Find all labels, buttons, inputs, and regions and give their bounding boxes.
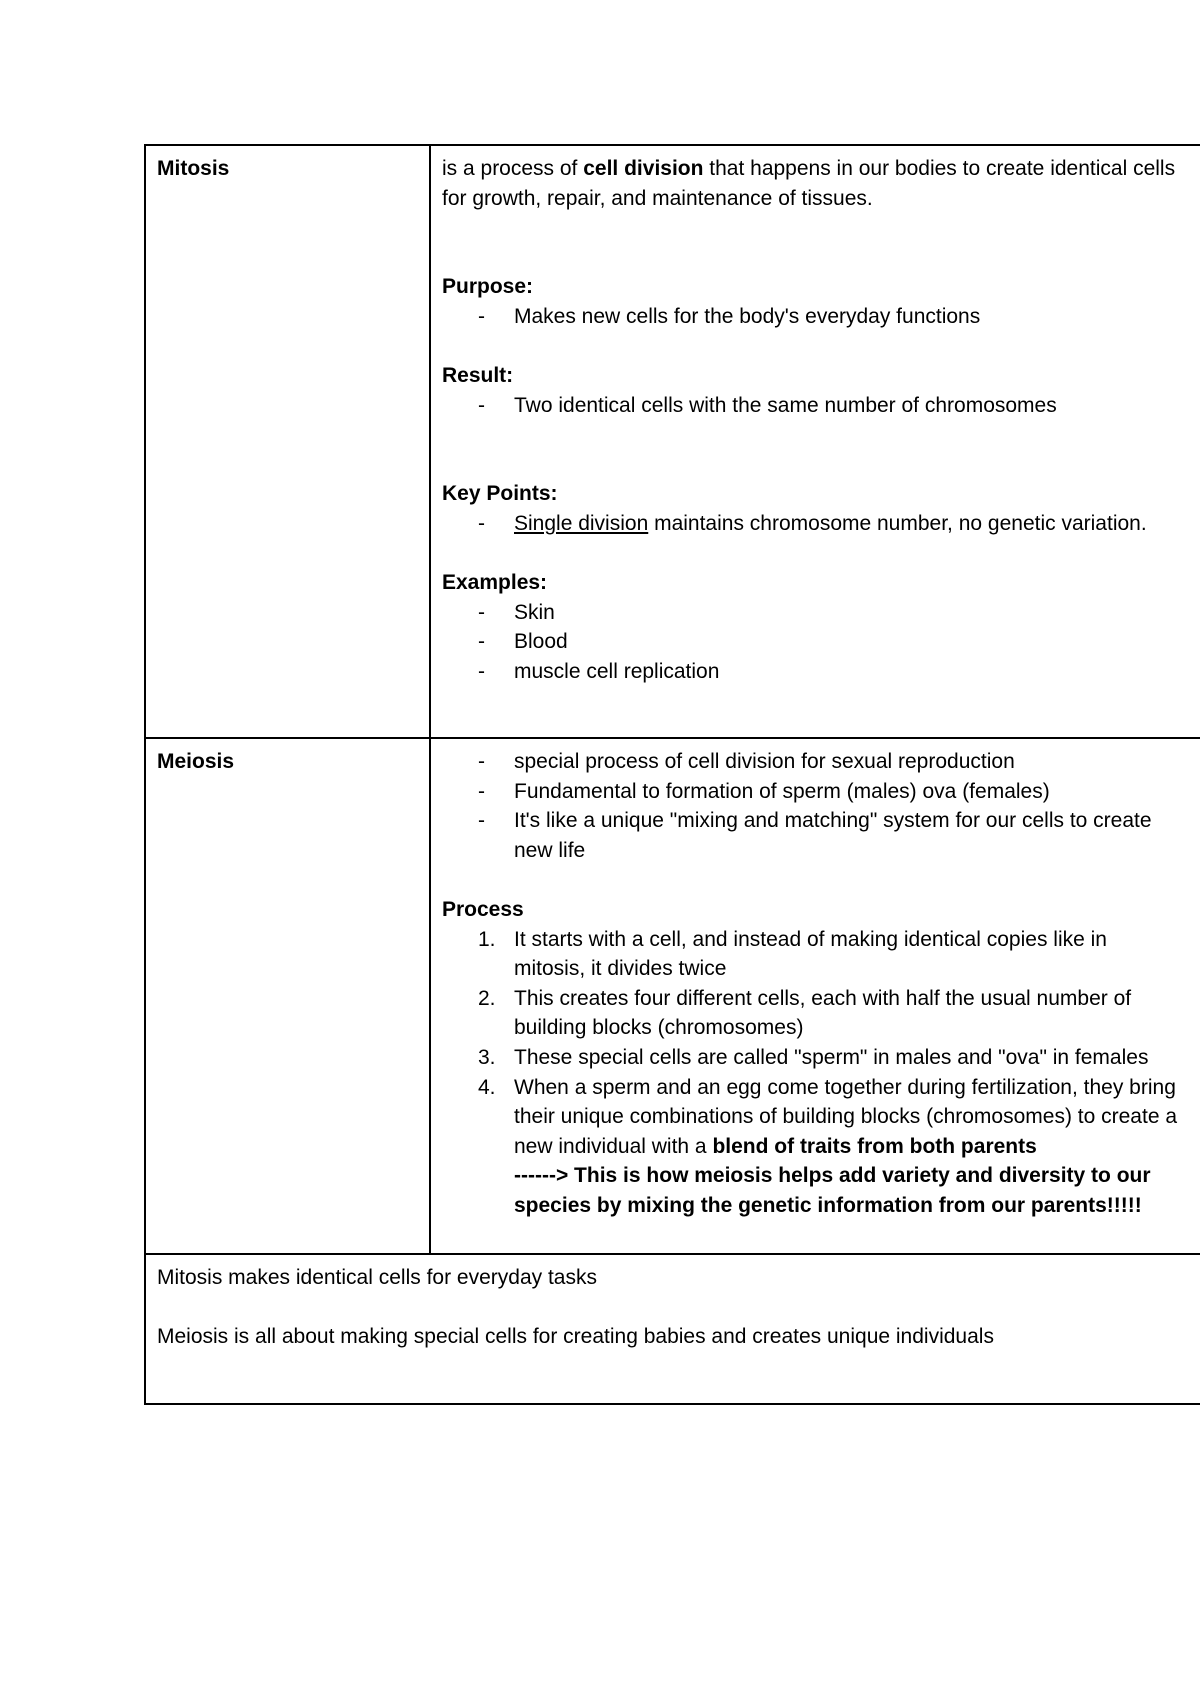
step-text: These special cells are called "sperm" in males and "ova" in females (514, 1045, 1149, 1069)
summary-line-meiosis: Meiosis is all about making special cells for creating babies and creates unique individuals (157, 1325, 994, 1349)
mitosis-row (145, 145, 1200, 738)
list-item (442, 747, 1200, 777)
underlined-term: Single division (514, 511, 649, 535)
spacer (442, 420, 1200, 479)
examples-list (442, 598, 1200, 687)
definition-bold-term: cell division (583, 157, 704, 180)
dash-marker: - (478, 750, 485, 773)
spacer (442, 213, 1200, 272)
step-bold-text: species by mixing the genetic information from our parents!!!!! (514, 1193, 1142, 1217)
summary-line-mitosis: Mitosis makes identical cells for everyday tasks (157, 1266, 597, 1289)
meiosis-term: Meiosis (157, 750, 235, 773)
mitosis-definition-line2: for growth, repair, and maintenance of tissues. (442, 186, 873, 210)
definition-text: that happens in our bodies to create identical cells (703, 157, 1176, 180)
list-item (442, 302, 1200, 332)
list-item (442, 806, 1200, 865)
process-step (442, 925, 1200, 984)
dash-marker: - (478, 600, 485, 624)
purpose-heading: Purpose: (442, 275, 534, 299)
result-list (442, 391, 1200, 421)
list-item-text: Two identical cells with the same number of chromosomes (514, 393, 1057, 417)
list-item-text: maintains chromosome number, no genetic variation. (648, 511, 1147, 535)
list-item (442, 657, 1200, 687)
dash-marker: - (478, 630, 485, 654)
dash-marker: - (478, 779, 485, 803)
spacer (442, 331, 1200, 361)
step-text: It starts with a cell, and instead of making identical copies like in (514, 927, 1107, 951)
mitosis-definition-cell (430, 145, 1200, 738)
process-list (442, 925, 1200, 1221)
dash-marker: - (478, 511, 485, 535)
list-item-text: special process of cell division for sexual reproduction (514, 750, 1015, 773)
step-number: 2. (478, 986, 496, 1010)
meiosis-intro-list (442, 747, 1200, 865)
list-item (442, 777, 1200, 807)
list-item-text: Blood (514, 630, 568, 654)
dash-marker: - (478, 809, 485, 833)
step-text: new individual with a (514, 1134, 713, 1158)
meiosis-definition-cell (430, 738, 1200, 1254)
list-item-text: Makes new cells for the body's everyday functions (514, 304, 981, 328)
list-item (442, 391, 1200, 421)
result-heading: Result: (442, 363, 514, 387)
definition-text: is a process of (442, 157, 584, 180)
list-item (442, 627, 1200, 657)
step-bold-text: ------> This is how meiosis helps add variety and diversity to our (514, 1164, 1151, 1188)
keypoints-list (442, 509, 1200, 539)
purpose-list (442, 302, 1200, 332)
step-text: When a sperm and an egg come together during fertilization, they bring (514, 1075, 1176, 1099)
step-bold-text: blend of traits from both parents (712, 1134, 1037, 1158)
step-number: 4. (478, 1075, 496, 1099)
step-number: 3. (478, 1045, 496, 1069)
spacer (442, 865, 1200, 895)
dash-marker: - (478, 393, 485, 417)
step-text: their unique combinations of building blocks (chromosomes) to create a (514, 1105, 1178, 1129)
list-item (442, 509, 1200, 539)
dash-marker: - (478, 659, 485, 683)
meiosis-row (145, 738, 1200, 1254)
list-item-text: It's like a unique "mixing and matching" system for our cells to create (514, 809, 1152, 833)
list-item-text: Fundamental to formation of sperm (males) ova (females) (514, 779, 1050, 803)
process-heading: Process (442, 897, 524, 921)
examples-heading: Examples: (442, 570, 548, 594)
step-number: 1. (478, 927, 496, 951)
mitosis-term: Mitosis (157, 157, 230, 180)
spacer (157, 1293, 1200, 1323)
list-item-text: new life (514, 838, 586, 862)
mitosis-definition-line1 (442, 154, 1200, 184)
process-step (442, 1043, 1200, 1073)
list-item (442, 598, 1200, 628)
meiosis-term-cell (145, 738, 430, 1254)
mitosis-term-cell (145, 145, 430, 738)
list-item-text: Skin (514, 600, 555, 624)
list-item-text: muscle cell replication (514, 659, 720, 683)
step-text: building blocks (chromosomes) (514, 1016, 804, 1040)
dash-marker: - (478, 304, 485, 328)
keypoints-heading: Key Points: (442, 482, 558, 506)
summary-cell (145, 1254, 1200, 1404)
step-text: mitosis, it divides twice (514, 957, 727, 981)
summary-row (145, 1254, 1200, 1404)
step-text: This creates four different cells, each with half the usual number of (514, 986, 1132, 1010)
spacer (442, 538, 1200, 568)
comparison-table (144, 144, 1200, 1405)
process-step (442, 984, 1200, 1043)
process-step (442, 1073, 1200, 1221)
